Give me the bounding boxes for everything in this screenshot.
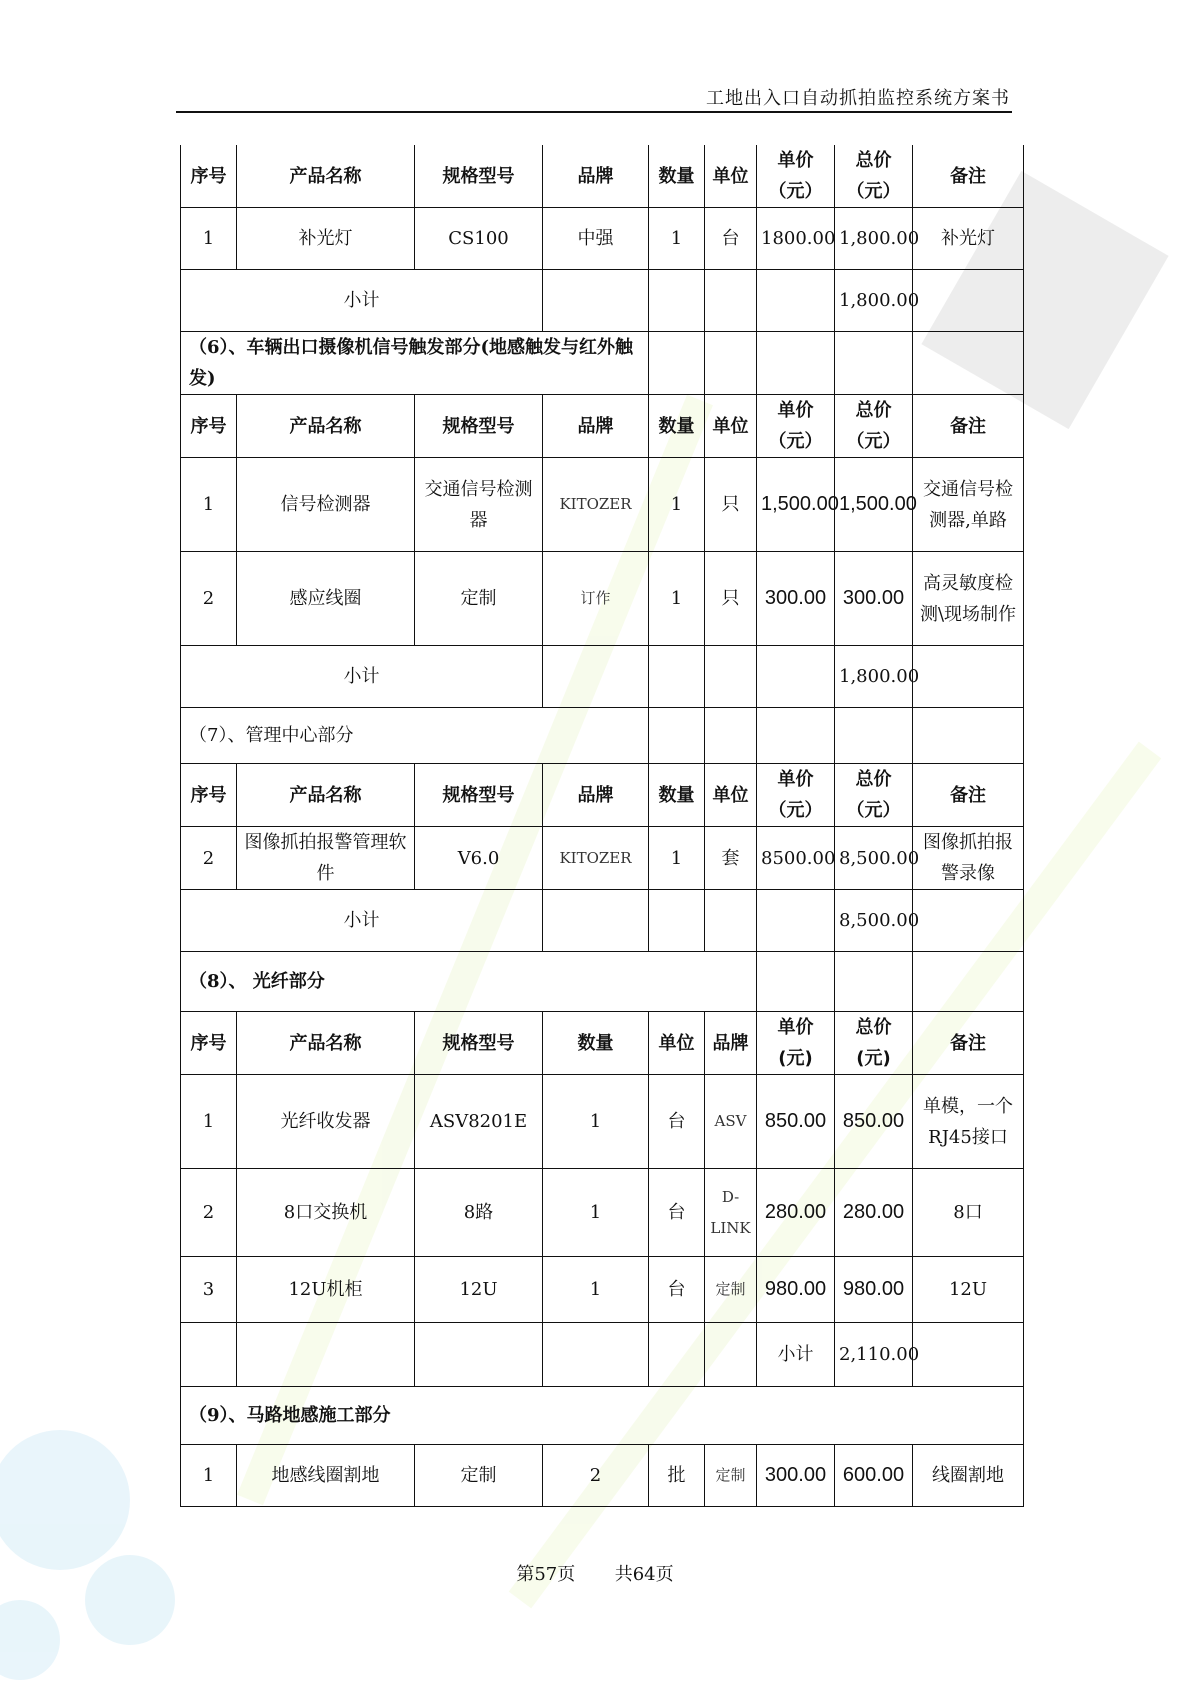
cell-price: 300.00: [757, 552, 835, 646]
cell-model: ASV8201E: [415, 1075, 543, 1169]
cell-no: 2: [181, 827, 237, 890]
cell-no: 2: [181, 552, 237, 646]
cell-qty: 1: [649, 552, 705, 646]
cell-name: 12U机柜: [237, 1257, 415, 1323]
section-title-row: [181, 708, 1024, 764]
header-no: 序号: [181, 1012, 237, 1075]
cell-total: 980.00: [835, 1257, 913, 1323]
header-unit: 单位: [705, 145, 757, 208]
header-brand: 品牌: [543, 395, 649, 458]
section-8-title: （8）、 光纤部分: [181, 952, 757, 1012]
header-total: 总价（元）: [835, 145, 913, 208]
section-title-row: [181, 952, 1024, 1012]
cell-brand: KITOZER: [543, 827, 649, 890]
header-brand: 品牌: [543, 764, 649, 827]
cell-total: 8,500.00: [835, 827, 913, 890]
table-row: [181, 827, 1024, 890]
cell-name: 补光灯: [237, 208, 415, 270]
subtotal-row: [181, 890, 1024, 952]
cell-brand: 中强: [543, 208, 649, 270]
subtotal-value: 1,800.00: [835, 646, 913, 708]
cell-model: 交通信号检测器: [415, 458, 543, 552]
cell-note: 高灵敏度检测\现场制作: [913, 552, 1024, 646]
header-name: 产品名称: [237, 145, 415, 208]
subtotal-value: 8,500.00: [835, 890, 913, 952]
cell-note: 单模，一个RJ45接口: [913, 1075, 1024, 1169]
cell-total: 1,500.00: [835, 458, 913, 552]
cell-total: 300.00: [835, 552, 913, 646]
cell-model: CS100: [415, 208, 543, 270]
table-row: [181, 1075, 1024, 1169]
header-name: 产品名称: [237, 395, 415, 458]
section-title-row: [181, 1387, 1024, 1445]
header-no: 序号: [181, 395, 237, 458]
header-qty: 数量: [649, 764, 705, 827]
table-header-row: [181, 1012, 1024, 1075]
cell-brand: 订作: [543, 552, 649, 646]
header-price: 单价（元）: [757, 764, 835, 827]
header-note: 备注: [913, 764, 1024, 827]
header-total: 总价（元）: [835, 764, 913, 827]
table-header-row: [181, 395, 1024, 458]
cell-note: 图像抓拍报警录像: [913, 827, 1024, 890]
cell-note: 8口: [913, 1169, 1024, 1257]
header-total: 总价（元）: [835, 395, 913, 458]
table-row: [181, 1169, 1024, 1257]
cell-unit: 台: [705, 208, 757, 270]
header-total: 总价(元): [835, 1012, 913, 1075]
cell-price: 850.00: [757, 1075, 835, 1169]
subtotal-label: 小计: [181, 270, 543, 332]
table-row: [181, 208, 1024, 270]
header-divider: [176, 111, 1012, 113]
header-note: 备注: [913, 145, 1024, 208]
cell-qty: 1: [543, 1169, 649, 1257]
cell-note: 线圈割地: [913, 1445, 1024, 1507]
header-brand: 品牌: [705, 1012, 757, 1075]
header-no: 序号: [181, 145, 237, 208]
cell-total: 280.00: [835, 1169, 913, 1257]
cell-no: 1: [181, 1445, 237, 1507]
cell-model: 定制: [415, 1445, 543, 1507]
cell-price: 280.00: [757, 1169, 835, 1257]
cell-brand: 定制: [705, 1257, 757, 1323]
cell-name: 图像抓拍报警管理软件: [237, 827, 415, 890]
cell-name: 光纤收发器: [237, 1075, 415, 1169]
header-no: 序号: [181, 764, 237, 827]
cell-brand: 定制: [705, 1445, 757, 1507]
cell-qty: 1: [649, 458, 705, 552]
cell-total: 600.00: [835, 1445, 913, 1507]
cell-note: 补光灯: [913, 208, 1024, 270]
document-header-title: 工地出入口自动抓拍监控系统方案书: [706, 88, 1010, 109]
cell-model: V6.0: [415, 827, 543, 890]
cell-qty: 2: [543, 1445, 649, 1507]
cell-brand: ASV: [705, 1075, 757, 1169]
table-row: [181, 458, 1024, 552]
subtotal-row: [181, 646, 1024, 708]
header-model: 规格型号: [415, 395, 543, 458]
cell-price: 980.00: [757, 1257, 835, 1323]
subtotal-value: 1,800.00: [835, 270, 913, 332]
cell-name: 地感线圈割地: [237, 1445, 415, 1507]
header-price: 单价(元): [757, 1012, 835, 1075]
cell-no: 1: [181, 1075, 237, 1169]
cell-price: 1800.00: [757, 208, 835, 270]
cell-no: 1: [181, 208, 237, 270]
header-note: 备注: [913, 1012, 1024, 1075]
section-title-row: [181, 332, 1024, 395]
cell-no: 2: [181, 1169, 237, 1257]
subtotal-row: [181, 1323, 1024, 1387]
header-price: 单价（元）: [757, 395, 835, 458]
cell-unit: 台: [649, 1169, 705, 1257]
header-note: 备注: [913, 395, 1024, 458]
cell-qty: 1: [649, 827, 705, 890]
header-qty: 数量: [649, 395, 705, 458]
cell-name: 8口交换机: [237, 1169, 415, 1257]
cell-unit: 套: [705, 827, 757, 890]
table-header-row: [181, 145, 1024, 208]
section-6-title: （6）、车辆出口摄像机信号触发部分(地感触发与红外触发): [181, 332, 649, 395]
cell-unit: 只: [705, 552, 757, 646]
cell-price: 8500.00: [757, 827, 835, 890]
cell-no: 3: [181, 1257, 237, 1323]
header-name: 产品名称: [237, 1012, 415, 1075]
cell-total: 850.00: [835, 1075, 913, 1169]
header-name: 产品名称: [237, 764, 415, 827]
cell-name: 信号检测器: [237, 458, 415, 552]
header-brand: 品牌: [543, 145, 649, 208]
cell-unit: 批: [649, 1445, 705, 1507]
subtotal-row: [181, 270, 1024, 332]
header-unit: 单位: [649, 1012, 705, 1075]
subtotal-label: 小计: [181, 890, 543, 952]
cell-model: 12U: [415, 1257, 543, 1323]
cell-brand: D-LINK: [705, 1169, 757, 1257]
header-price: 单价（元）: [757, 145, 835, 208]
cell-unit: 只: [705, 458, 757, 552]
subtotal-label: 小计: [757, 1323, 835, 1387]
cell-no: 1: [181, 458, 237, 552]
cell-model: 定制: [415, 552, 543, 646]
cell-brand: KITOZER: [543, 458, 649, 552]
cell-total: 1,800.00: [835, 208, 913, 270]
header-model: 规格型号: [415, 764, 543, 827]
page-footer: [0, 1560, 1190, 1586]
subtotal-value: 2,110.00: [835, 1323, 913, 1387]
page-count: 共64页: [614, 1564, 674, 1585]
cell-model: 8路: [415, 1169, 543, 1257]
cell-qty: 1: [543, 1257, 649, 1323]
cell-unit: 台: [649, 1257, 705, 1323]
subtotal-label: 小计: [181, 646, 543, 708]
section-7-title: （7）、管理中心部分: [181, 708, 649, 764]
table-row: [181, 1445, 1024, 1507]
quotation-table: [180, 145, 1024, 1507]
header-model: 规格型号: [415, 145, 543, 208]
header-unit: 单位: [705, 395, 757, 458]
header-qty: 数量: [543, 1012, 649, 1075]
cell-price: 300.00: [757, 1445, 835, 1507]
header-unit: 单位: [705, 764, 757, 827]
cell-qty: 1: [543, 1075, 649, 1169]
table-row: [181, 1257, 1024, 1323]
cell-price: 1,500.00: [757, 458, 835, 552]
section-9-title: （9）、马路地感施工部分: [181, 1387, 1024, 1445]
cell-name: 感应线圈: [237, 552, 415, 646]
header-model: 规格型号: [415, 1012, 543, 1075]
table-header-row: [181, 764, 1024, 827]
cell-note: 12U: [913, 1257, 1024, 1323]
cell-note: 交通信号检测器,单路: [913, 458, 1024, 552]
header-qty: 数量: [649, 145, 705, 208]
table-row: [181, 552, 1024, 646]
page-number: 第57页: [516, 1564, 576, 1585]
cell-qty: 1: [649, 208, 705, 270]
cell-unit: 台: [649, 1075, 705, 1169]
